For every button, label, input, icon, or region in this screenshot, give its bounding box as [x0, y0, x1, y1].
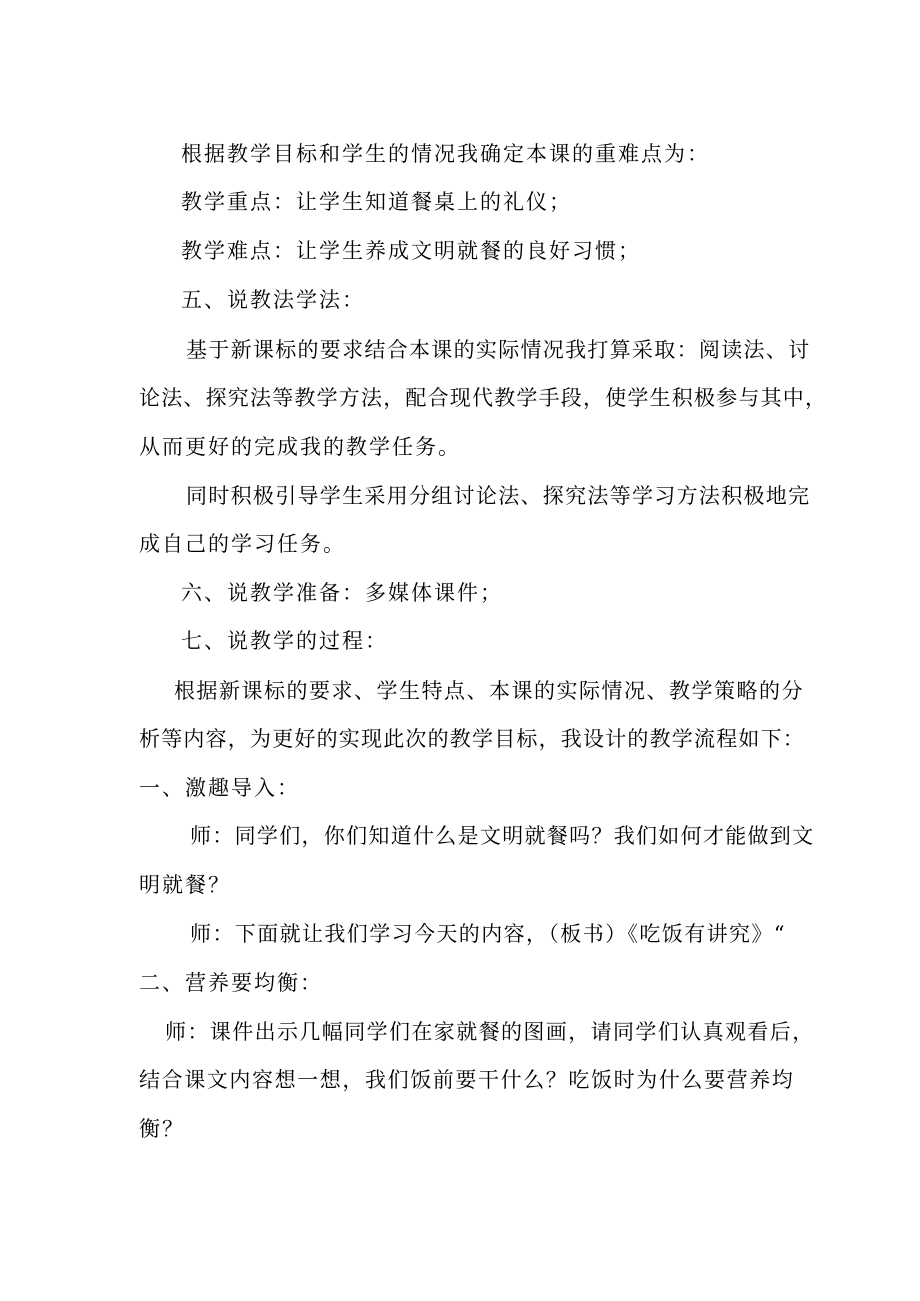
text-line-2: 教学重点：让学生知道餐桌上的礼仪； — [181, 190, 572, 214]
text-line-12: 根据新课标的要求、学生特点、本课的实际情况、教学策略的分 — [174, 679, 804, 703]
text-line-17: 师：下面就让我们学习今天的内容，（板书）《吃饭有讲究》“ — [190, 922, 786, 946]
text-line-3: 教学难点：让学生养成文明就餐的良好习惯； — [181, 239, 641, 263]
text-line-20: 结合课文内容想一想，我们饭前要干什么？吃饭时为什么要营养均 — [139, 1068, 795, 1092]
text-line-1: 根据教学目标和学生的情况我确定本课的重难点为： — [181, 142, 710, 166]
text-line-6: 论法、探究法等教学方法，配合现代教学手段，使学生积极参与其中， — [139, 386, 828, 410]
text-line-9: 成自己的学习任务。 — [139, 532, 346, 556]
text-line-4: 五、说教法学法： — [181, 288, 365, 312]
text-line-7: 从而更好的完成我的教学任务。 — [139, 435, 461, 459]
text-line-21: 衡？ — [139, 1117, 185, 1141]
text-line-14: 一、激趣导入： — [139, 776, 300, 800]
text-line-13: 析等内容，为更好的实现此次的教学目标，我设计的教学流程如下： — [139, 727, 805, 751]
text-line-18: 二、营养要均衡： — [139, 971, 323, 995]
text-line-8: 同时积极引导学生采用分组讨论法、探究法等学习方法积极地完 — [186, 484, 811, 508]
text-line-10: 六、说教学准备：多媒体课件； — [181, 581, 503, 605]
text-line-16: 明就餐？ — [139, 873, 231, 897]
text-line-15: 师：同学们，你们知道什么是文明就餐吗？我们如何才能做到文 — [190, 824, 815, 848]
text-line-5: 基于新课标的要求结合本课的实际情况我打算采取：阅读法、讨 — [186, 338, 811, 362]
text-line-19: 师：课件出示几幅同学们在家就餐的图画，请同学们认真观看后， — [165, 1020, 815, 1044]
text-line-11: 七、说教学的过程： — [181, 629, 388, 653]
